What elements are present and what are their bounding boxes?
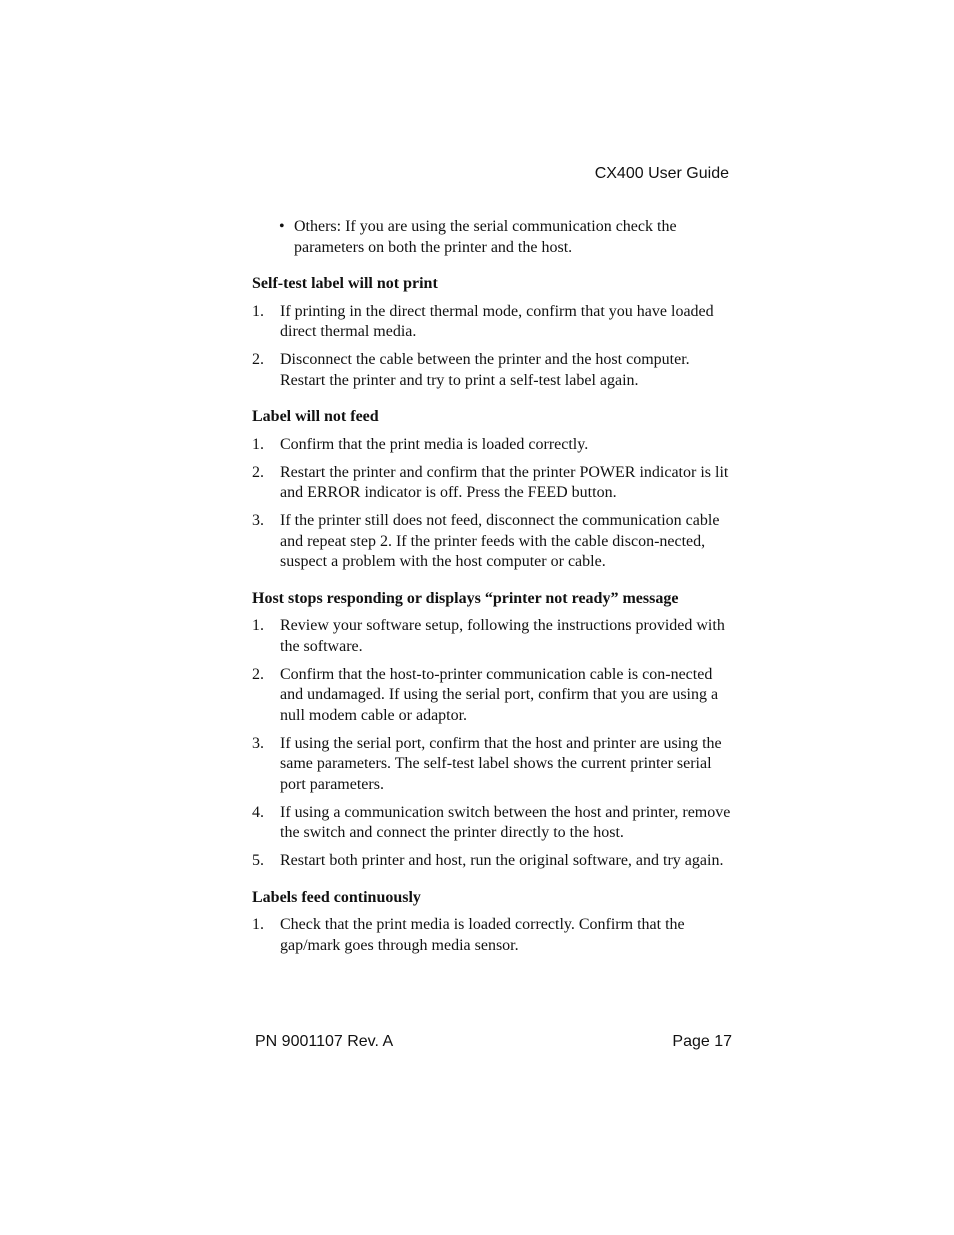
list-item (252, 435, 732, 456)
list-item (252, 511, 732, 573)
feed-continuously-steps-list (252, 915, 732, 956)
self-test-steps-list (252, 302, 732, 392)
item-number: 3. (252, 512, 264, 529)
bullet-marker: • (279, 218, 285, 235)
item-text: Confirm that the host-to-printer communication cable is con-nected and undamaged. If using the serial port, confirm that you are using a null modem cable or adaptor. (280, 665, 719, 724)
section-heading-feed-continuously: Labels feed continuously (252, 888, 421, 906)
footer-part-number: PN 9001107 Rev. A (255, 1033, 394, 1050)
item-text: Restart the printer and confirm that the printer POWER indicator is lit and ERROR indicator is off. Press the FEED button. (280, 463, 729, 501)
section-heading-self-test: Self-test label will not print (252, 275, 438, 292)
item-number: 5. (252, 852, 264, 869)
item-number: 3. (252, 734, 264, 752)
item-text: If using the serial port, confirm that the host and printer are using the same parameters. The self-test label shows the current printer serial port parameters. (280, 734, 722, 793)
bullet-text: Others: If you are using the serial communication check the parameters on both the printer and the host. (294, 218, 677, 256)
item-text: Confirm that the print media is loaded correctly. (280, 435, 589, 453)
item-number: 2. (252, 351, 264, 368)
list-item (252, 734, 732, 796)
item-text: Disconnect the cable between the printer and the host computer. Restart the printer and try to print a self-test label again. (280, 351, 690, 389)
item-text: If the printer still does not feed, disconnect the communication cable and repeat step 2. If the printer feeds with the cable discon-nected, suspect a problem with the host computer or cable. (280, 512, 720, 570)
item-number: 4. (252, 803, 264, 821)
item-number: 2. (252, 463, 264, 481)
list-item (252, 616, 732, 657)
item-text: Review your software setup, following the instructions provided with the software. (280, 617, 725, 655)
list-item (252, 463, 732, 504)
footer-page-number: Page 17 (672, 1033, 732, 1050)
section-heading-label-feed: Label will not feed (252, 408, 379, 425)
item-text: Check that the print media is loaded correctly. Confirm that the gap/mark goes through media sensor. (280, 916, 685, 954)
label-feed-steps-list (252, 435, 732, 573)
item-number: 1. (252, 916, 264, 933)
running-header-title: CX400 User Guide (594, 165, 729, 182)
intro-bullet-item (252, 217, 732, 258)
section-heading-host-stops: Host stops responding or displays “printer not ready” message (252, 589, 679, 607)
item-text: If using a communication switch between the host and printer, remove the switch and connect the printer directly to the host. (280, 803, 731, 841)
list-item (252, 915, 732, 956)
item-number: 1. (252, 302, 264, 320)
item-text: Restart both printer and host, run the original software, and try again. (280, 852, 724, 869)
list-item (252, 302, 732, 343)
item-number: 1. (252, 617, 264, 634)
item-number: 1. (252, 435, 264, 453)
list-item (252, 350, 732, 391)
item-number: 2. (252, 665, 264, 683)
item-text: If printing in the direct thermal mode, confirm that you have loaded direct thermal media. (280, 302, 714, 340)
list-item (252, 665, 732, 727)
host-stops-steps-list (252, 616, 732, 872)
list-item (252, 851, 732, 872)
list-item (252, 803, 732, 844)
page-body (252, 217, 732, 964)
